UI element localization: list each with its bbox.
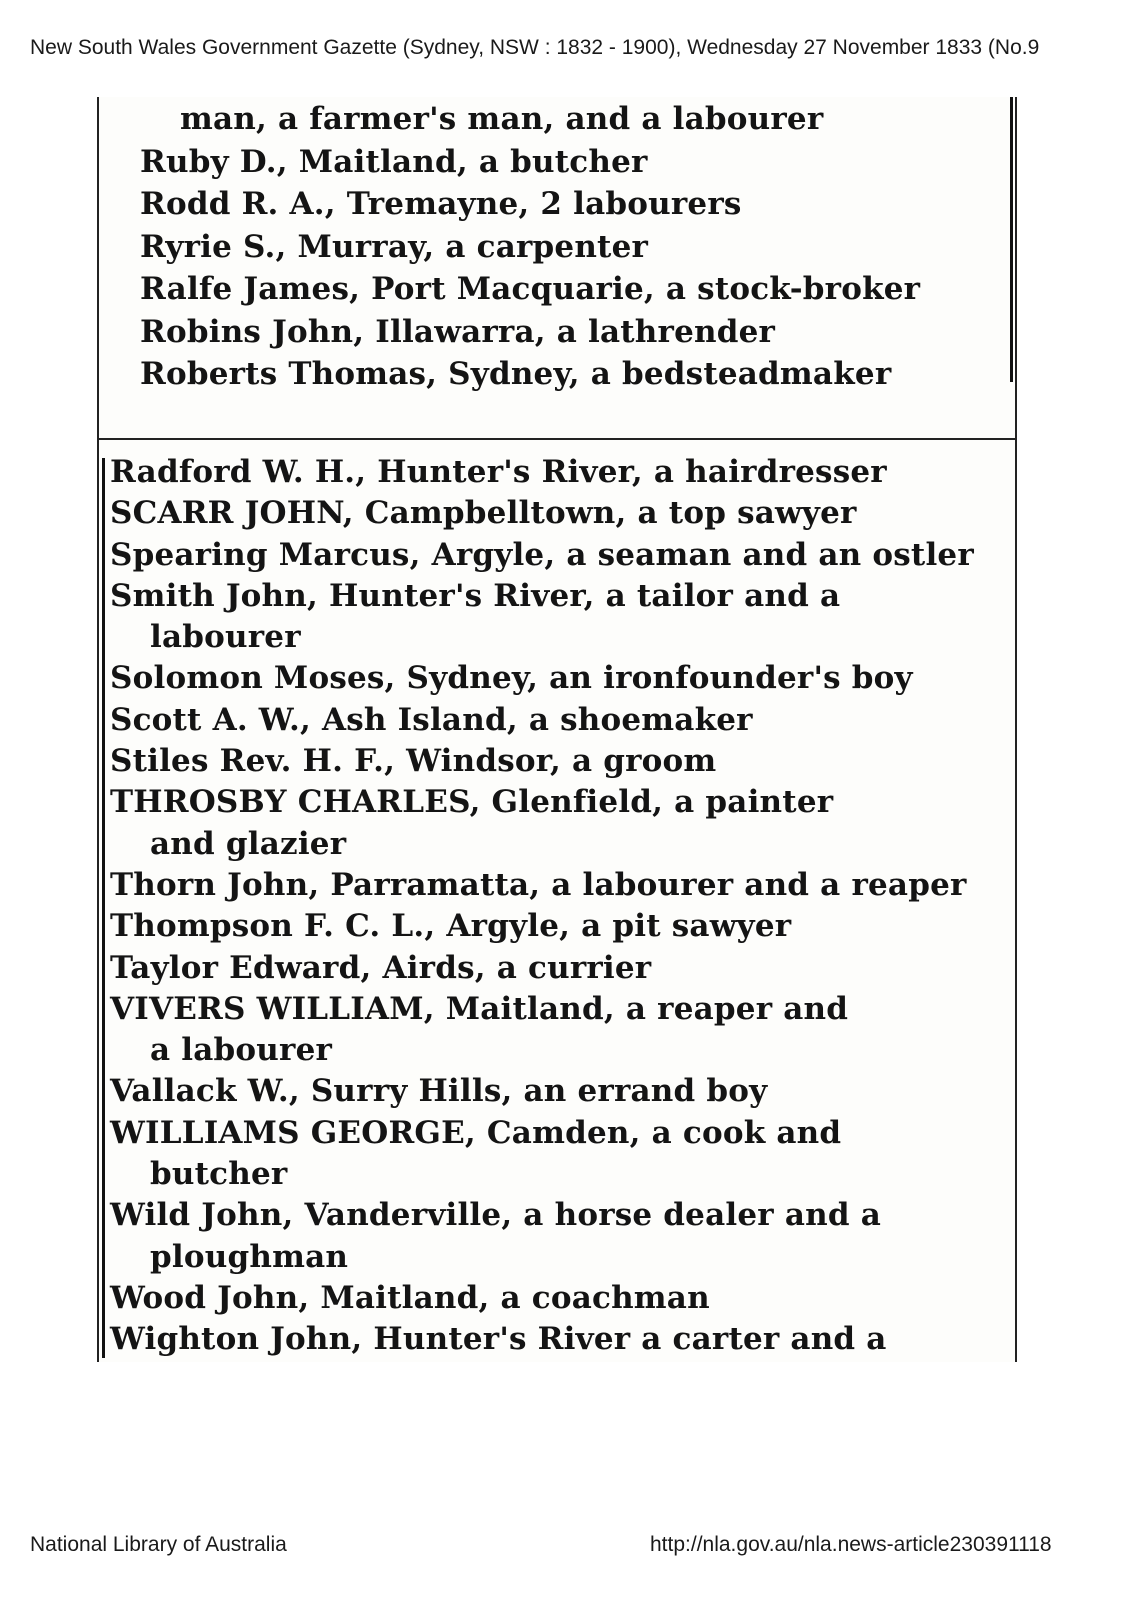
entry-line: Solomon Moses, Sydney, an ironfounder's boy — [110, 660, 913, 697]
column-rule-top — [1010, 97, 1013, 382]
entry-continuation: butcher — [150, 1156, 288, 1193]
entry-line: Ruby D., Maitland, a butcher — [140, 143, 648, 180]
column-top-entries — [140, 98, 1005, 396]
entry-line: Roberts Thomas, Sydney, a bedsteadmaker — [140, 356, 892, 392]
entry-line: SCARR JOHN, Campbelltown, a top sawyer — [110, 495, 857, 532]
entry-line: Spearing Marcus, Argyle, a seaman and an ostler — [110, 536, 974, 573]
entry-continuation: labourer — [150, 619, 301, 656]
column-bottom-entries — [110, 452, 1010, 1361]
entry-line: Wild John, Vanderville, a horse dealer and a — [110, 1197, 881, 1234]
entry-line: VIVERS WILLIAM, Maitland, a reaper and — [110, 990, 849, 1027]
entry-line: Taylor Edward, Airds, a currier — [110, 949, 652, 986]
clipping-divider — [97, 438, 1017, 440]
entry-continuation: a labourer — [150, 1032, 333, 1069]
column-rule-bottom — [102, 458, 105, 1358]
entry-line: Vallack W., Surry Hills, an errand boy — [110, 1073, 768, 1110]
entry-line: Thorn John, Parramatta, a labourer and a reaper — [110, 866, 967, 903]
footer-article-url[interactable]: http://nla.gov.au/nla.news-article230391118 — [650, 1533, 1052, 1556]
entry-line: Radford W. H., Hunter's River, a hairdresser — [110, 454, 887, 490]
entry-line: Wood John, Maitland, a coachman — [110, 1279, 710, 1316]
page-header-source: New South Wales Government Gazette (Sydney, NSW : 1832 - 1900), Wednesday 27 November 1833 (No.9 — [30, 36, 1040, 59]
entry-line: Ralfe James, Port Macquarie, a stock-broker — [140, 271, 921, 307]
footer-publisher: National Library of Australia — [30, 1533, 287, 1556]
entry-line: WILLIAMS GEORGE, Camden, a cook and — [110, 1114, 842, 1151]
entry-line: Scott A. W., Ash Island, a shoemaker — [110, 701, 753, 738]
entry-line: Stiles Rev. H. F., Windsor, a groom — [110, 743, 717, 780]
clipping-border-right — [1015, 97, 1017, 1362]
entry-line: THROSBY CHARLES, Glenfield, a painter — [110, 784, 834, 821]
entry-line: Ryrie S., Murray, a carpenter — [140, 228, 649, 265]
entry-line: Thompson F. C. L., Argyle, a pit sawyer — [110, 908, 792, 945]
entry-line: man, a farmer's man, and a labourer — [180, 101, 824, 137]
entry-continuation: ploughman — [150, 1238, 349, 1275]
entry-line: Wighton John, Hunter's River a carter and a — [110, 1321, 887, 1358]
entry-line: Rodd R. A., Tremayne, 2 labourers — [140, 186, 742, 222]
clipping-border-left — [97, 97, 99, 1362]
entry-line: Robins John, Illawarra, a lathrender — [140, 313, 776, 350]
entry-line: Smith John, Hunter's River, a tailor and a — [110, 577, 841, 614]
entry-continuation: and glazier — [150, 825, 347, 862]
